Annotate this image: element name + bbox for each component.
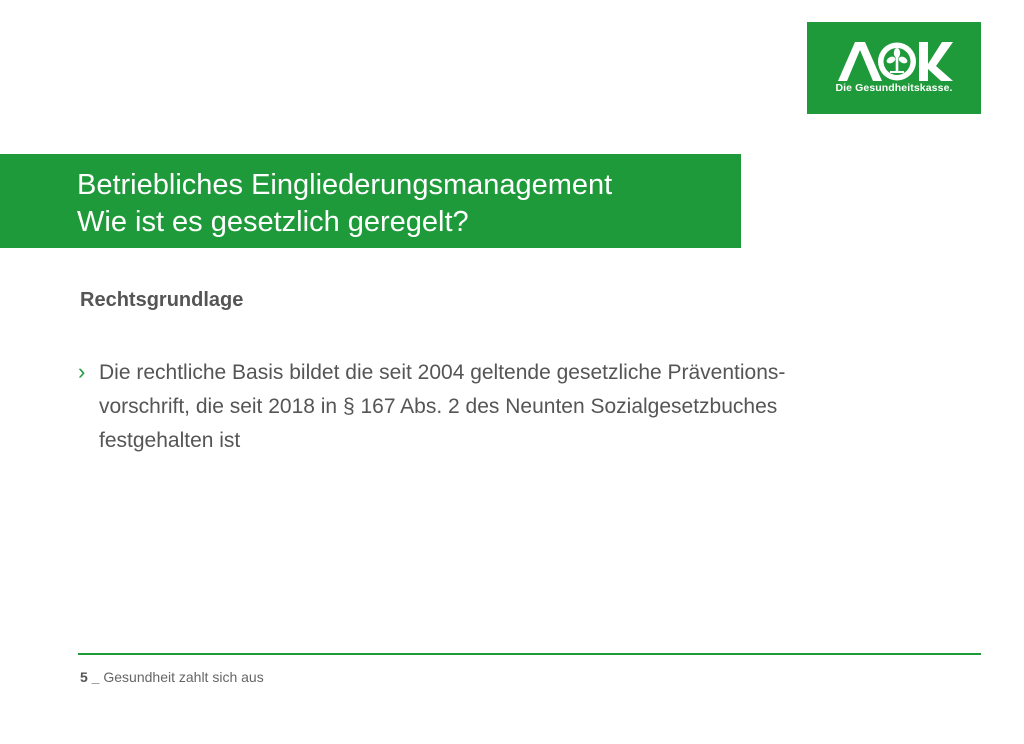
footer bbox=[80, 669, 264, 685]
bullet-text-line: vorschrift, die seit 2018 in § 167 Abs. 2 des Neunten Sozialgesetzbuches bbox=[99, 395, 778, 418]
page-number: 5 bbox=[80, 669, 88, 685]
aok-wordmark bbox=[807, 22, 981, 114]
aok-logo bbox=[807, 22, 981, 114]
footer-divider bbox=[78, 653, 981, 655]
title-bar bbox=[0, 154, 741, 248]
section-heading: Rechtsgrundlage bbox=[80, 289, 244, 311]
bullet-text-line: Die rechtliche Basis bildet die seit 2004 geltende gesetzliche Präventions- bbox=[99, 361, 786, 384]
logo-tagline: Die Gesundheitskasse. bbox=[835, 82, 953, 94]
page-title: Betriebliches Eingliederungsmanagement bbox=[77, 169, 613, 201]
bullet-chevron-icon: › bbox=[78, 359, 86, 384]
bullet-text-line: festgehalten ist bbox=[99, 429, 241, 452]
footer-separator: _ bbox=[87, 669, 104, 685]
page-subtitle: Wie ist es gesetzlich geregelt? bbox=[77, 206, 469, 238]
footer-slogan: Gesundheit zahlt sich aus bbox=[103, 669, 264, 685]
